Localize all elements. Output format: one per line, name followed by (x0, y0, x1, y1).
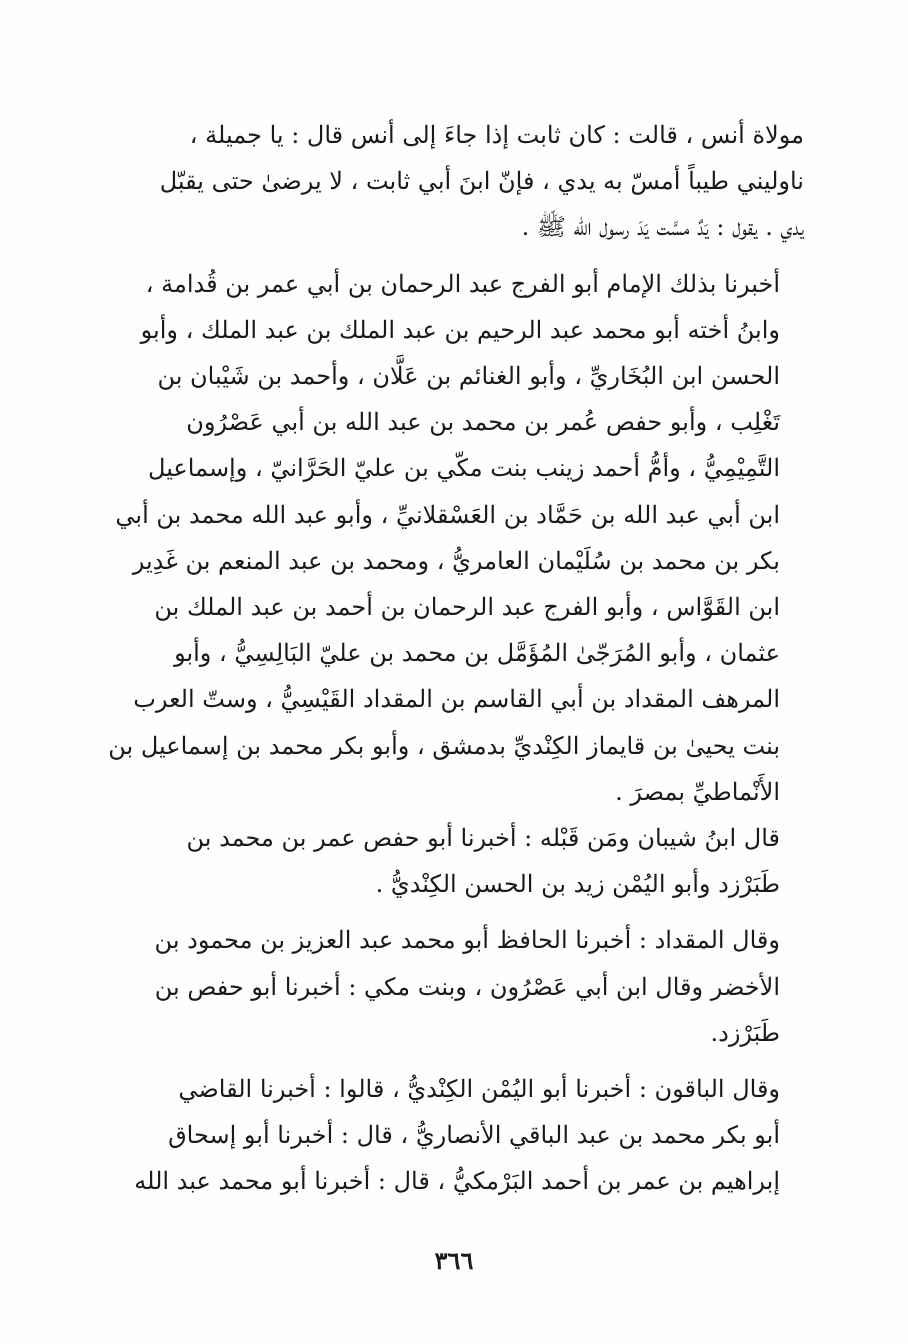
text-line: الأَنْماطيِّ بمصرَ . (615, 777, 780, 806)
text-line: المرهف المقداد بن أبي القاسم بن المقداد القَيْسِيُّ ، وستّ العرب (133, 685, 780, 714)
text-line: أبو بكر محمد بن عبد الباقي الأنصاريُّ ، قال : أخبرنا أبو إسحاق (168, 1121, 780, 1150)
text-line: التَّمِيْمِيُّ ، وأمُّ أحمد زينب بنت مكّي بن عليّ الحَرَّانيّ ، وإسماعيل (148, 454, 780, 483)
paragraph-5 (104, 1066, 804, 1205)
text-line: وابنُ أخته أبو محمد عبد الرحيم بن عبد الملك بن عبد الملك ، وأبو (140, 315, 780, 344)
text-line: وقال الباقون : أخبرنا أبو اليُمْن الكِنْديُّ ، قالوا : أخبرنا القاضي (178, 1075, 780, 1104)
text-line: بكر بن محمد بن سُلَيْمان العامريُّ ، ومحمد بن عبد المنعم بن غَدِير (132, 546, 780, 575)
paragraph-2 (104, 261, 804, 815)
text-line: قال ابنُ شيبان ومَن قَبْله : أخبرنا أبو حفص عمر بن محمد بن (186, 824, 780, 853)
text-line: الأخضر وقال ابن أبي عَصْرُون ، وبنت مكي : أخبرنا أبو حفص بن (154, 972, 780, 1001)
paragraph-3 (104, 815, 804, 907)
text-line: وقال المقداد : أخبرنا الحافظ أبو محمد عبد العزيز بن محمود بن (154, 926, 780, 955)
text-line: إبراهيم بن عمر بن أحمد البَرْمكيُّ ، قال : أخبرنا أبو محمد عبد الله (134, 1167, 780, 1196)
text-line: ابن أبي عبد الله بن حَمَّاد بن العَسْقلانيِّ ، وأبو عبد الله محمد بن أبي (115, 500, 780, 529)
text-line: يدي . يقول : يَدٌ مسَّت يَدَ رسول الله ﷺ . (521, 213, 804, 242)
text-line: الحسن ابن البُخَاريِّ ، وأبو الغنائم بن عَلَّان ، وأحمد بن شَيْبان بن (157, 362, 780, 391)
text-line: بنت يحيىٰ بن قايماز الكِنْديِّ بدمشق ، وأبو بكر محمد بن إسماعيل بن (108, 731, 780, 760)
page-number: ٣٦٦ (434, 1246, 474, 1275)
text-line: طَبَرْزد. (710, 1018, 780, 1047)
text-line: طَبَرْزد وأبو اليُمْن زيد بن الحسن الكِنْديُّ . (375, 870, 780, 899)
paragraph-1 (104, 112, 804, 251)
text-line: ناوليني طيباً أمسّ به يدي ، فإنّ ابنَ أبي ثابت ، لا يرضىٰ حتى يقبّل (159, 167, 804, 196)
text-line: عثمان ، وأبو المُرَجّىٰ المُؤَمَّل بن محمد بن عليّ البَالِسِيُّ ، وأبو (174, 639, 780, 668)
text-line: تَغْلِب ، وأبو حفص عُمر بن محمد بن عبد الله بن أبي عَصْرُون (186, 408, 780, 437)
paragraph-4 (104, 917, 804, 1056)
text-line: أخبرنا بذلك الإمام أبو الفرج عبد الرحمان بن أبي عمر بن قُدامة ، (145, 269, 780, 298)
body-text (104, 112, 804, 1205)
text-line: مولاة أنس ، قالت : كان ثابت إذا جاءَ إلى أنس قال : يا جميلة ، (189, 121, 804, 149)
text-line: ابن القَوَّاس ، وأبو الفرج عبد الرحمان بن أحمد بن عبد الملك بن (154, 593, 780, 622)
